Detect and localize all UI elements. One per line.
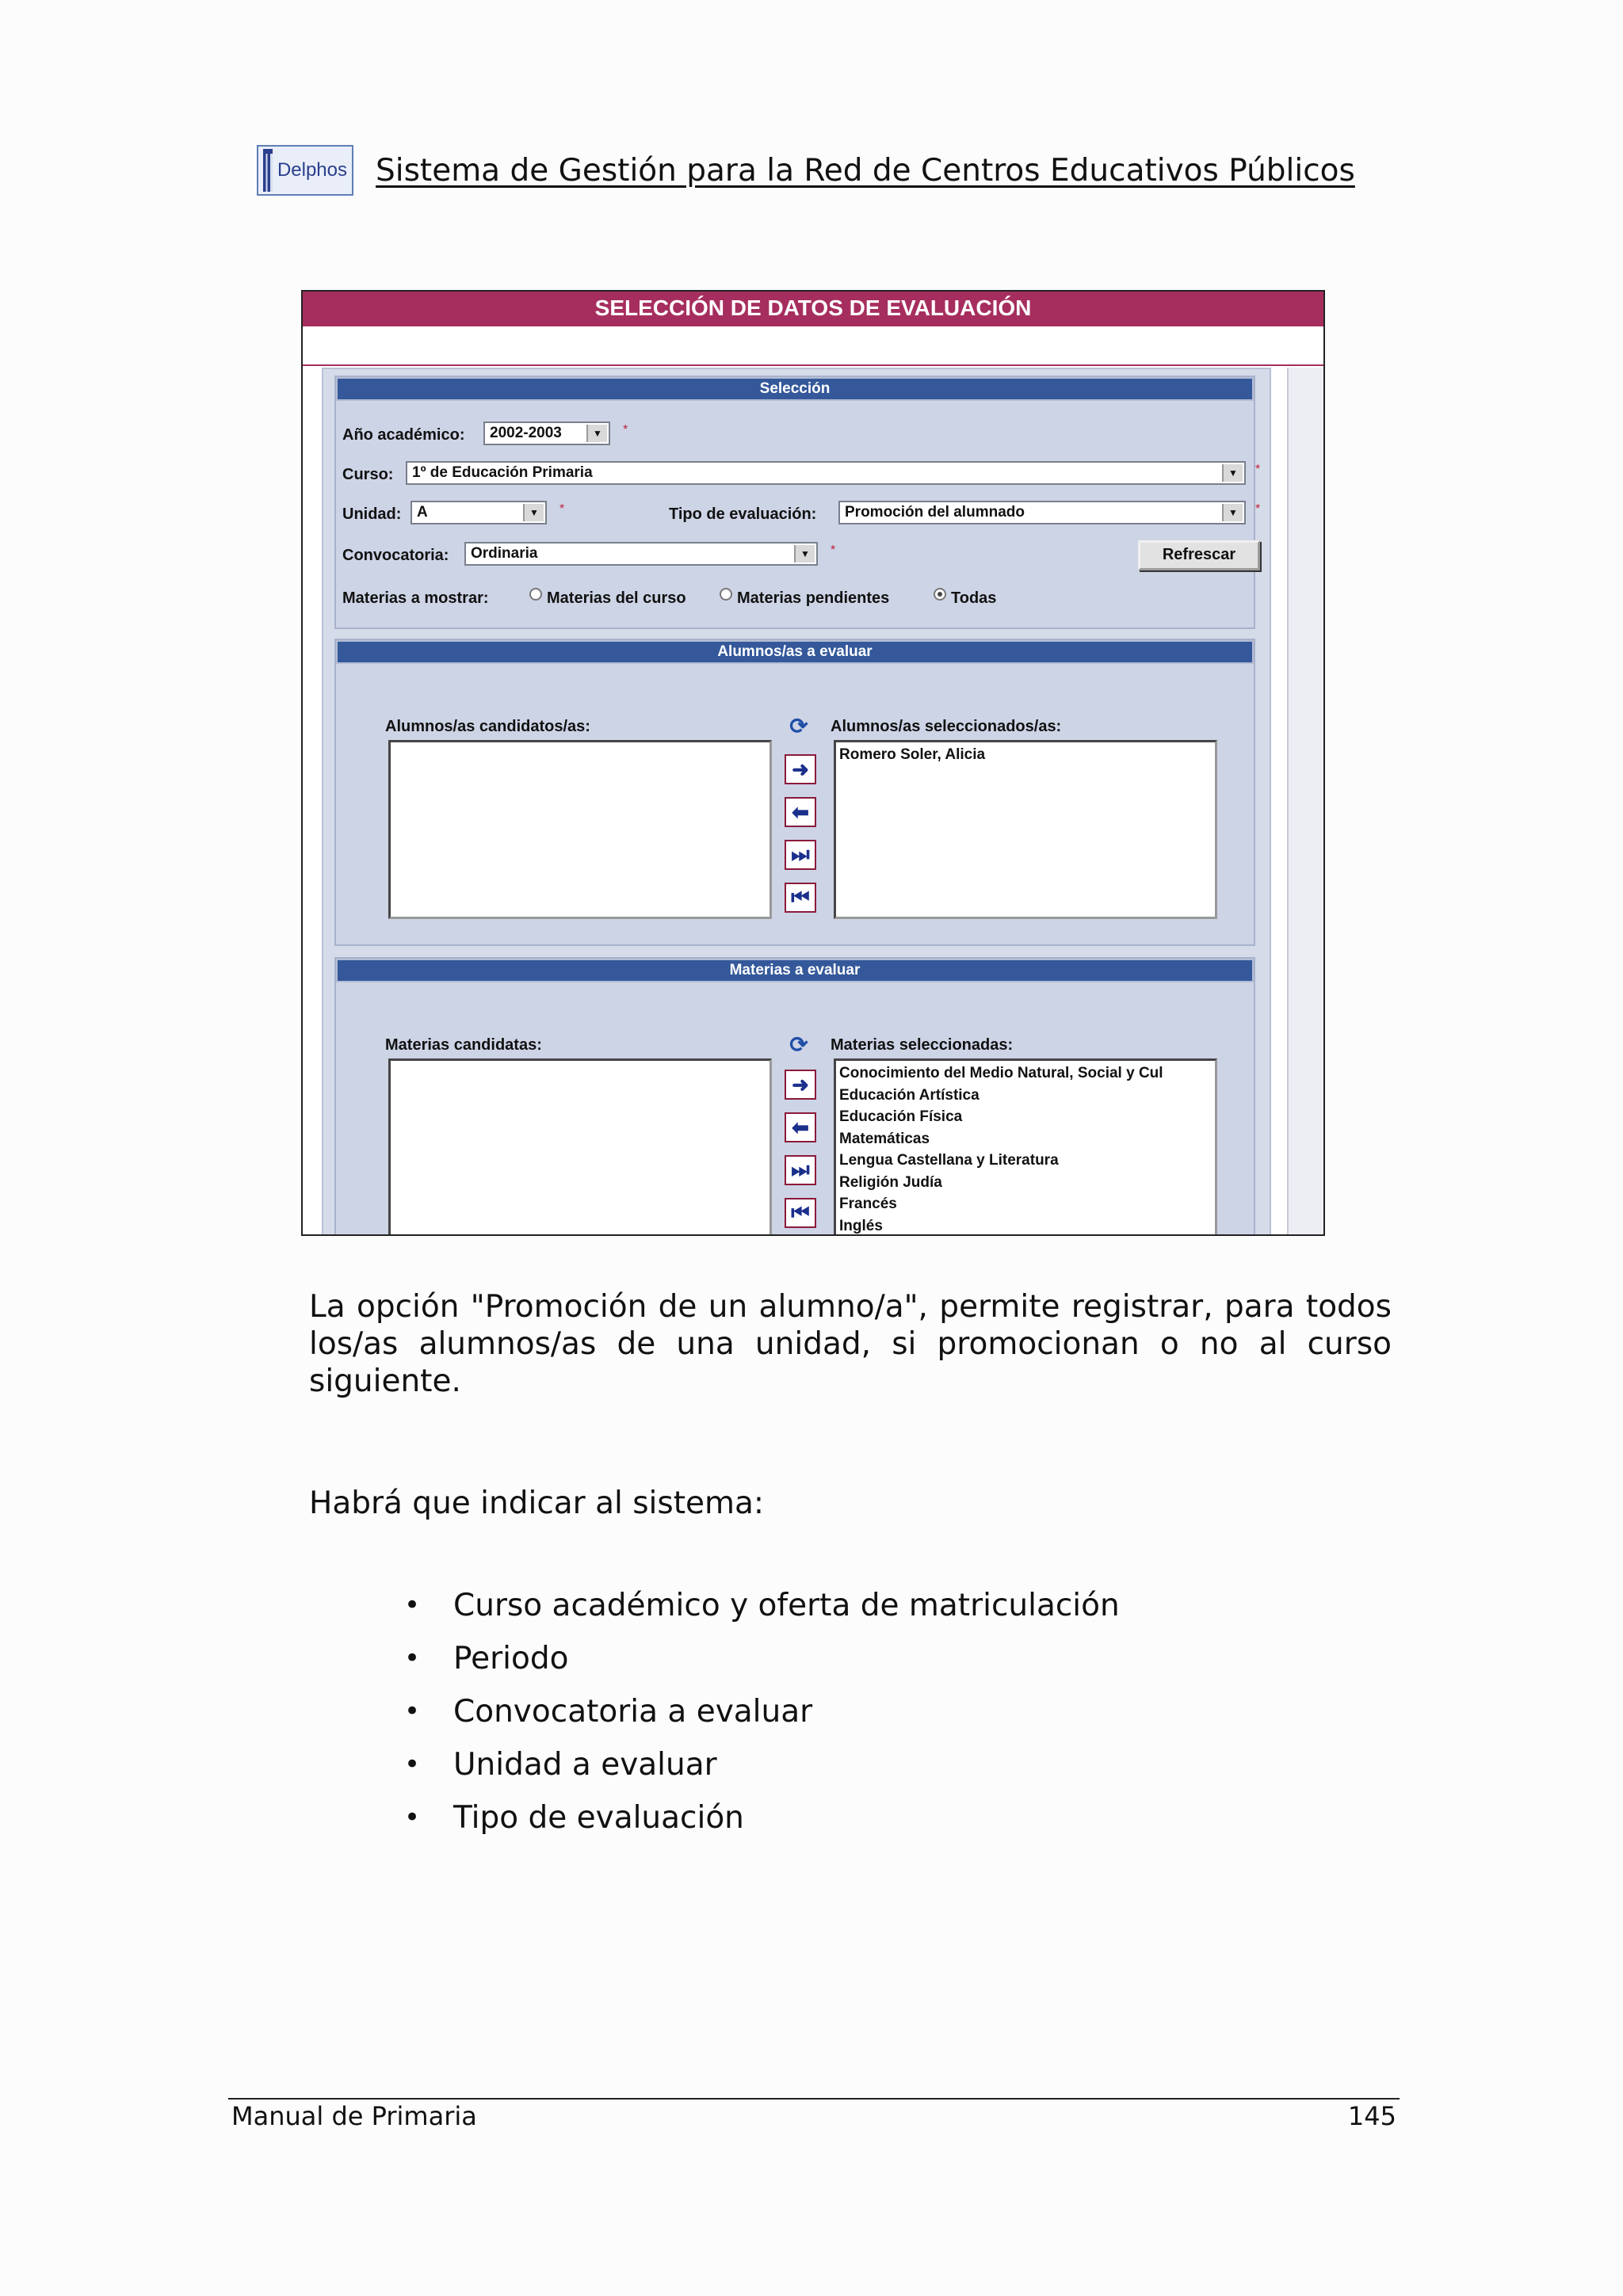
radio-materias-pendientes-label: Materias pendientes [737,589,890,607]
page-number: 145 [1347,2101,1396,2131]
move-right-icon[interactable]: ➜ [785,754,816,784]
tipo-label: Tipo de evaluación: [669,505,817,523]
tipo-select[interactable] [838,501,1246,524]
materias-mostrar-label: Materias a mostrar: [342,589,489,607]
seleccion-panel [334,376,1261,629]
materias-bar: Materias a evaluar [336,959,1254,982]
refrescar-button[interactable]: Refrescar [1138,540,1260,570]
anio-select[interactable] [483,421,610,445]
requirements-list [404,1579,1120,1844]
list-item: • Tipo de evaluación [404,1791,1120,1844]
alumnos-candidatos-list[interactable] [388,740,772,919]
list-item[interactable]: Conocimiento del Medio Natural, Social y Cul [839,1065,1163,1081]
move-left-icon[interactable]: ⬅ [785,1112,816,1142]
convocatoria-value: Ordinaria [471,545,538,562]
list-item[interactable]: Religión Judía [839,1173,942,1191]
convocatoria-select[interactable] [464,542,818,566]
radio-todas[interactable] [934,588,946,601]
materias-candidatas-list[interactable] [388,1058,772,1236]
required-mark: * [559,502,565,516]
list-item[interactable]: Educación Artística [839,1086,980,1104]
move-all-left-icon[interactable]: ⏮ [785,1198,816,1228]
paragraph-promocion: La opción "Promoción de un alumno/a", permite registrar, para todos los/as alumnos/as de una unidad, si promocionan o no al curso siguiente. [309,1289,1392,1399]
logo-text: Delphos [277,159,347,181]
list-item[interactable]: Inglés [839,1217,883,1234]
required-mark: * [1255,502,1261,516]
unidad-label: Unidad: [342,505,402,523]
alumnos-panel [334,639,1255,946]
materias-seleccionadas-list[interactable] [834,1058,1217,1236]
alumnos-seleccionados-label: Alumnos/as seleccionados/as: [831,718,1062,735]
radio-materias-pendientes[interactable] [720,588,732,601]
footer-divider [228,2098,1400,2100]
curso-label: Curso: [342,466,394,483]
alumnos-seleccionados-list[interactable] [834,740,1217,919]
materias-candidatas-label: Materias candidatas: [385,1036,542,1054]
refresh-icon[interactable]: ⟳ [789,1032,808,1057]
footer-manual-title: Manual de Primaria [231,2101,477,2131]
list-item: • Curso académico y oferta de matriculación [404,1579,1120,1632]
required-mark: * [831,543,836,557]
list-item: • Periodo [404,1632,1120,1685]
tipo-value: Promoción del alumnado [845,504,1025,521]
columns-icon [263,149,273,192]
scrollbar[interactable] [1287,368,1323,1236]
materias-seleccionadas-label: Materias seleccionadas: [831,1036,1014,1054]
delphos-logo [257,145,353,196]
list-item[interactable]: Educación Física [839,1108,963,1125]
refresh-icon[interactable]: ⟳ [789,713,808,738]
document-title: Sistema de Gestión para la Red de Centros Educativos Públicos [376,152,1355,189]
radio-materias-curso[interactable] [529,588,542,601]
anio-value: 2002-2003 [490,425,562,441]
chevron-down-icon[interactable]: ▼ [1222,504,1243,521]
move-all-right-icon[interactable]: ⏭ [785,840,816,870]
list-item[interactable]: Francés [839,1196,897,1212]
list-item: • Unidad a evaluar [404,1738,1120,1791]
alumnos-bar: Alumnos/as a evaluar [336,640,1254,664]
radio-materias-curso-label: Materias del curso [547,589,686,607]
form-body [322,368,1271,1236]
seleccion-bar: Selección [336,377,1254,401]
unidad-select[interactable] [411,501,547,524]
curso-select[interactable] [406,461,1246,485]
list-item: • Convocatoria a evaluar [404,1685,1120,1738]
list-item[interactable]: Matemáticas [839,1130,930,1147]
chevron-down-icon[interactable]: ▼ [586,425,607,442]
list-item[interactable]: Romero Soler, Alicia [839,746,986,763]
move-left-icon[interactable]: ⬅ [785,797,816,827]
alumnos-candidatos-label: Alumnos/as candidatos/as: [385,718,590,735]
screen-title: SELECCIÓN DE DATOS DE EVALUACIÓN [303,292,1323,326]
list-item[interactable]: Lengua Castellana y Literatura [839,1152,1059,1169]
convocatoria-label: Convocatoria: [342,547,449,564]
unidad-value: A [417,504,428,521]
curso-value: 1º de Educación Primaria [412,464,593,481]
radio-todas-label: Todas [951,589,997,607]
chevron-down-icon[interactable]: ▼ [1222,464,1243,482]
move-all-right-icon[interactable]: ⏭ [785,1155,816,1185]
move-all-left-icon[interactable]: ⏮ [785,883,816,913]
required-mark: * [623,423,628,437]
chevron-down-icon[interactable]: ▼ [523,504,544,521]
chevron-down-icon[interactable]: ▼ [794,545,815,563]
screen-subheader [303,326,1323,366]
evaluation-screenshot [301,290,1325,1236]
move-right-icon[interactable]: ➜ [785,1070,816,1100]
page-header [257,144,1355,196]
anio-label: Año académico: [342,426,465,444]
materias-panel [334,957,1255,1236]
paragraph-indicar: Habrá que indicar al sistema: [309,1486,765,1521]
required-mark: * [1255,463,1261,476]
